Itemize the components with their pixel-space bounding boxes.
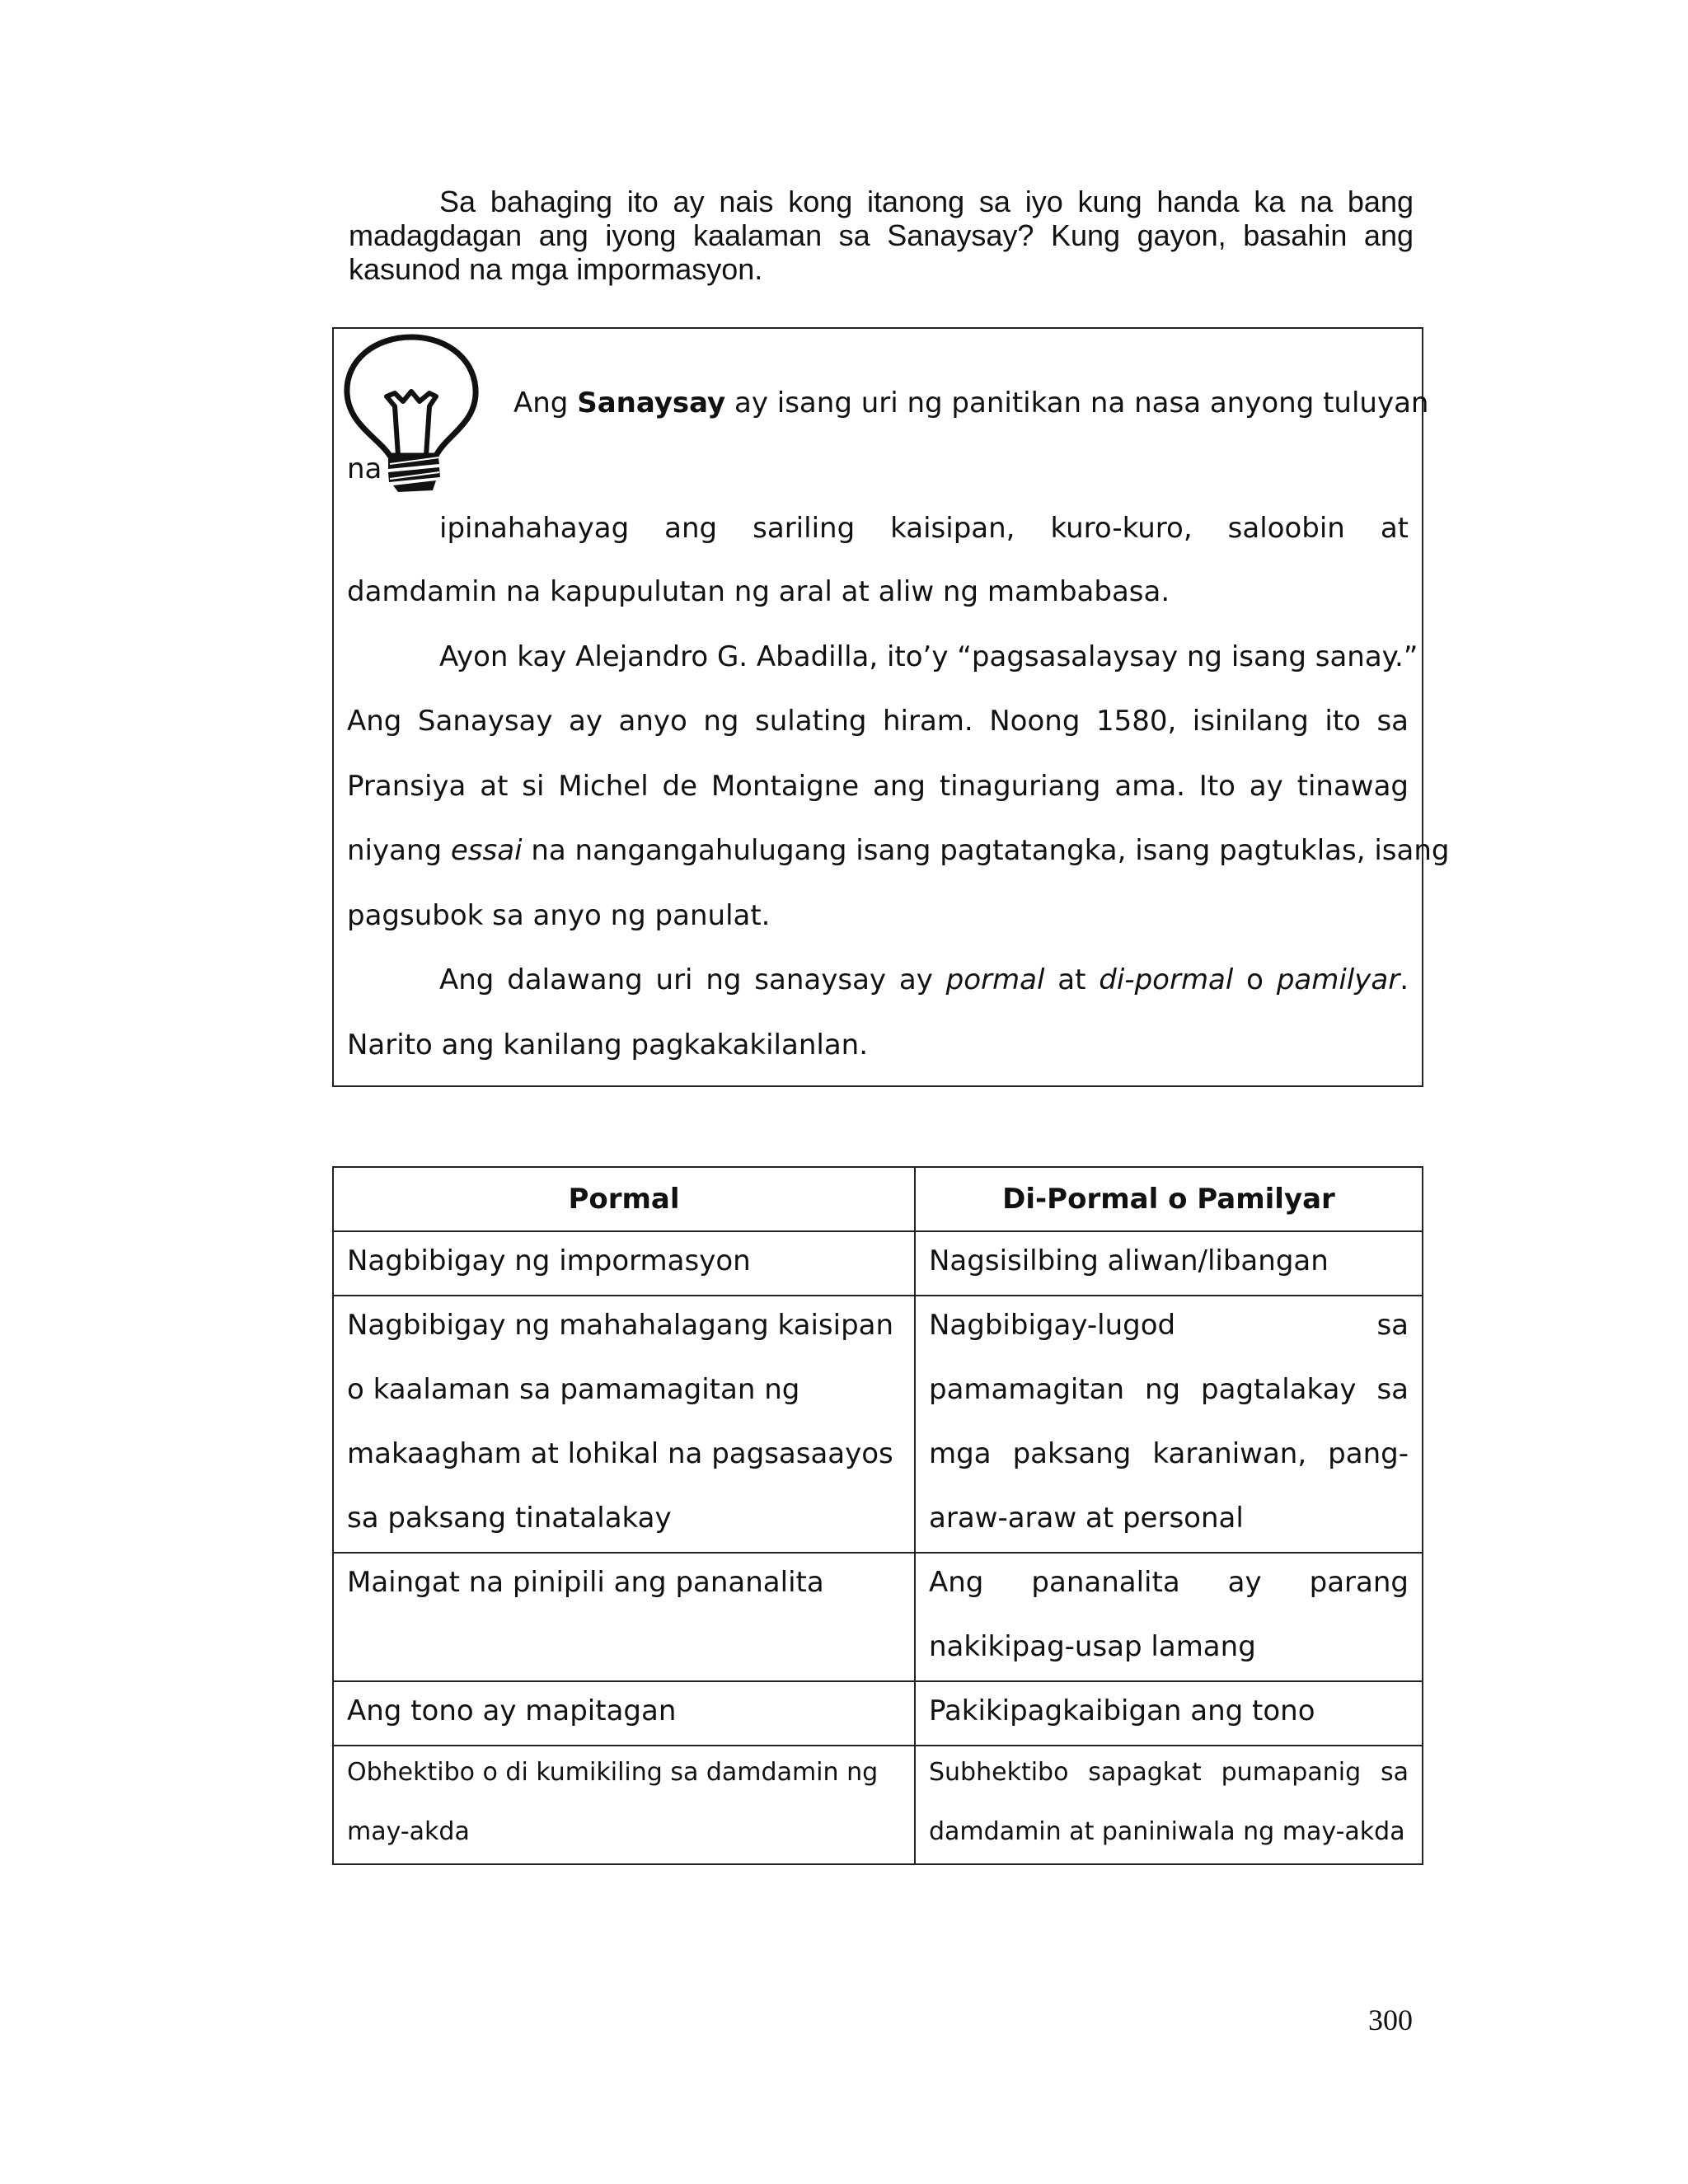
- box-line-10: Narito ang kanilang pagkakakilanlan.: [347, 1029, 869, 1062]
- table-cell: Nagbibigay ng impormasyon: [333, 1231, 915, 1296]
- box-line-1b: na: [347, 452, 382, 485]
- table-header-row: [333, 1167, 1423, 1231]
- table-cell: Pakikipagkaibigan ang tono: [915, 1681, 1423, 1746]
- sanaysay-info-box: [332, 327, 1450, 1087]
- box-line-6: Pransiya at si Michel de Montaigne ang tinaguriang ama. Ito ay tinawag: [347, 770, 1409, 803]
- header-di-pormal: Di-Pormal o Pamilyar: [915, 1167, 1423, 1231]
- table-cell: Obhektibo o di kumikiling sa damdamin ng may-akda: [333, 1746, 915, 1864]
- header-pormal: Pormal: [333, 1167, 915, 1231]
- intro-paragraph: [349, 185, 1414, 286]
- box-line-3: damdamin na kapupulutan ng aral at aliw ng mambabasa.: [347, 575, 1170, 608]
- table-row: [333, 1296, 1423, 1553]
- table-row: [333, 1681, 1423, 1746]
- comparison-table: [332, 1166, 1423, 1865]
- table-cell: Subhektibo sapagkat pumapanig sa damdamin at paniniwala ng may-akda: [915, 1746, 1423, 1864]
- table-cell: Nagbibigay ng mahahalagang kaisipan o kaalaman sa pamamagitan ng makaagham at lohikal na pagsasaayos sa paksang tinatalakay: [333, 1296, 915, 1553]
- box-line-1: Ang Sanaysay ay isang uri ng panitikan na nasa anyong tuluyan: [513, 387, 1429, 419]
- table-cell: Ang tono ay mapitagan: [333, 1681, 915, 1746]
- essai-term: essai: [450, 834, 523, 867]
- box-line-4: Ayon kay Alejandro G. Abadilla, ito’y “pagsasalaysay ng isang sanay.”: [439, 640, 1418, 673]
- page-number: 300: [1368, 2004, 1413, 2036]
- table-cell: Ang pananalita ay parang nakikipag-usap lamang: [915, 1553, 1423, 1681]
- box-line-7: niyang essai na nangangahulugang isang pagtatangka, isang pagtuklas, isang: [347, 834, 1450, 867]
- box-line-9: Ang dalawang uri ng sanaysay ay pormal at di-pormal o pamilyar.: [439, 963, 1409, 996]
- box-line-2: ipinahahayag ang sariling kaisipan, kuro-kuro, saloobin at: [439, 512, 1409, 545]
- table-row: [333, 1231, 1423, 1296]
- table-cell: Nagsisilbing aliwan/libangan: [915, 1231, 1423, 1296]
- box-line-5: Ang Sanaysay ay anyo ng sulating hiram. Noong 1580, isinilang ito sa: [347, 705, 1409, 738]
- table-cell: Nagbibigay-lugod sa pamamagitan ng pagtalakay sa mga paksang karaniwan, pang-araw-araw at personal: [915, 1296, 1423, 1553]
- table-row: [333, 1553, 1423, 1681]
- sanaysay-term: Sanaysay: [577, 387, 726, 419]
- intro-text: Sa bahaging ito ay nais kong itanong sa iyo kung handa ka na bang madagdagan ang iyong kaalaman sa Sanaysay? Kung gayon, basahin ang kasunod na mga impormasyon.: [349, 185, 1414, 286]
- box-line-8: pagsubok sa anyo ng panulat.: [347, 899, 771, 932]
- table-row: [333, 1746, 1423, 1864]
- table-cell: Maingat na pinipili ang pananalita: [333, 1553, 915, 1681]
